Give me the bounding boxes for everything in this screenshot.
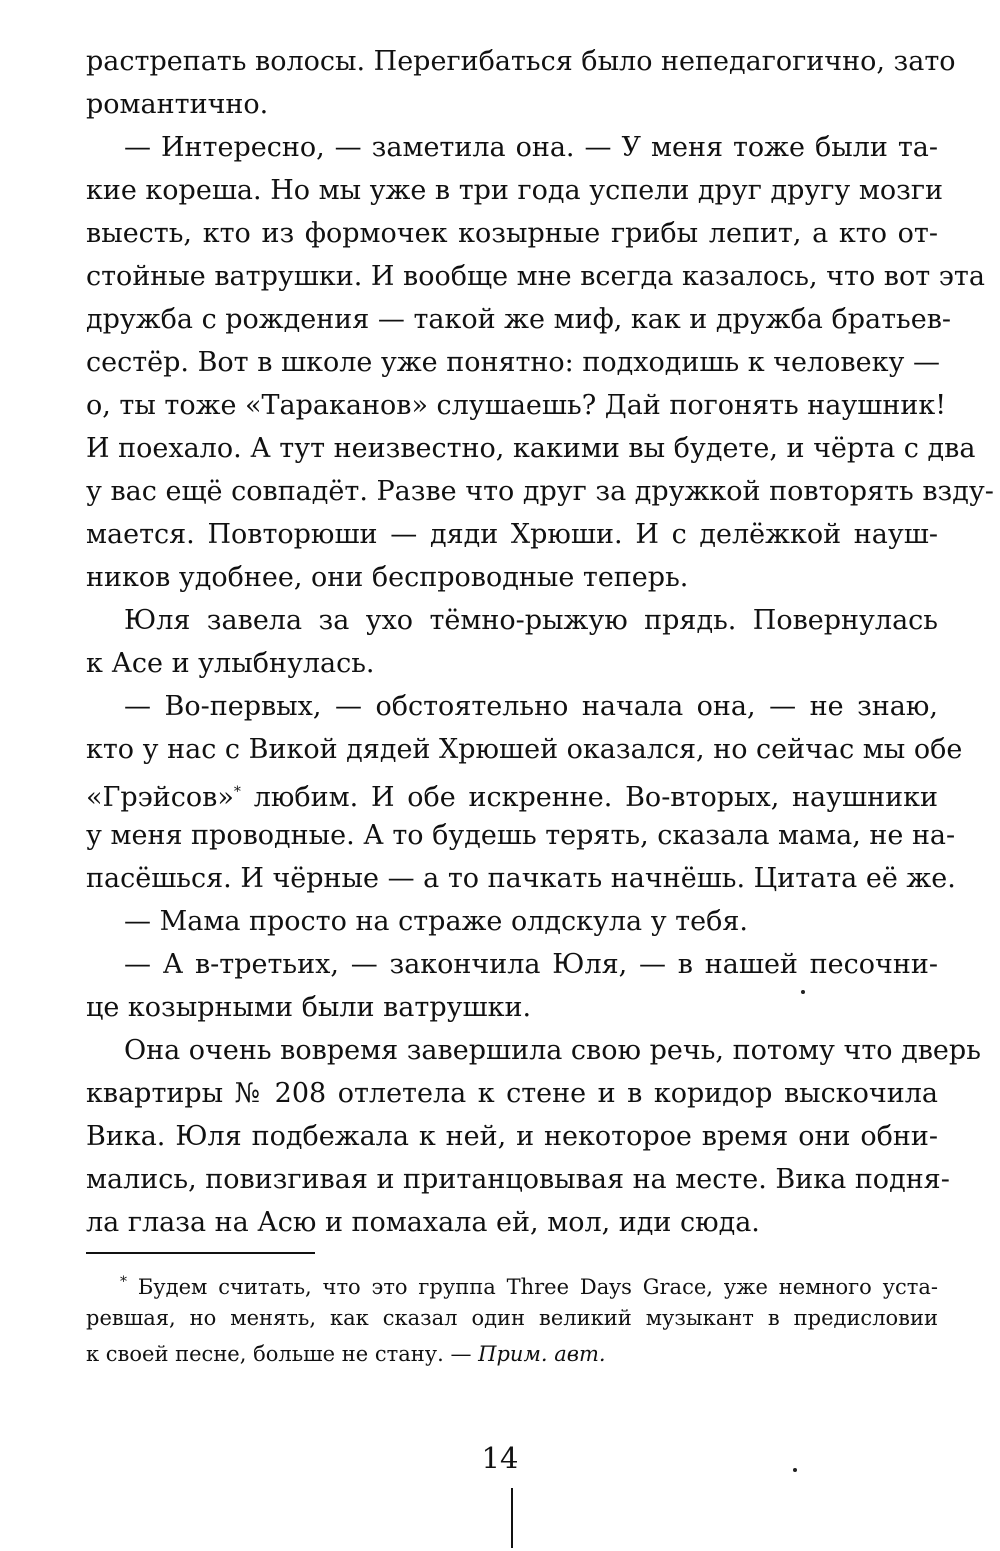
footnote-line: ревшая, но менять, как сказал один великий музыкант в предисловии [86,1306,938,1330]
footnote-marker: * [120,1274,127,1290]
text-line: — Мама просто на страже олдскула у тебя. [124,906,748,937]
text-line: Юля завела за ухо тёмно-рыжую прядь. Повернулась [124,605,938,636]
text-line: мается. Повторюши — дяди Хрюши. И с делёжкой науш- [86,519,938,550]
text-line: дружба с рождения — такой же миф, как и дружба братьев- [86,304,952,335]
footnote-line [86,1336,938,1372]
footnote [86,1264,938,1372]
text-line: о, ты тоже «Тараканов» слушаешь? Дай погонять наушник! [86,390,947,421]
text-line: у меня проводные. А то будешь терять, сказала мама, не на- [86,820,956,851]
footnote-text: к своей песне, больше не стану. — [86,1342,472,1366]
text-line: Она очень вовремя завершила свою речь, потому что дверь [124,1035,981,1066]
text-line: романтично. [86,89,269,120]
text-line: ников удобнее, они беспроводные теперь. [86,562,689,593]
text-line: мались, повизгивая и пританцовывая на месте. Вика подня- [86,1164,950,1195]
text-fragment: «Грэйсов» [86,782,234,813]
footnote-attribution: Прим. авт. [478,1342,606,1366]
text-line: у вас ещё совпадёт. Разве что друг за дружкой повторять взду- [86,476,994,507]
text-line: кие кореша. Но мы уже в три года успели друг другу мозги [86,175,943,206]
text-line: це козырными были ватрушки. [86,992,532,1023]
text-line: выесть, кто из формочек козырные грибы лепит, а кто от- [86,218,938,249]
main-text [86,40,994,1244]
text-line-with-footnote [86,771,938,814]
text-line: стойные ватрушки. И вообще мне всегда казалось, что вот эта [86,261,985,292]
text-line: — Интересно, — заметила она. — У меня тоже были та- [124,132,938,163]
text-line: пасёшься. И чёрные — а то пачкать начнёшь. Цитата её же. [86,863,956,894]
text-line: И поехало. А тут неизвестно, какими вы будете, и чёрта с два [86,433,976,464]
text-line: кто у нас с Викой дядей Хрюшей оказался, но сейчас мы обе [86,734,963,765]
print-speck [793,1468,797,1472]
footnote-line [86,1264,938,1300]
text-line: растрепать волосы. Перегибаться было непедагогично, зато [86,46,956,77]
text-line: — Во-первых, — обстоятельно начала она, — не знаю, [124,691,938,722]
page-number: 14 [481,1441,519,1475]
footnote-marker: * [233,784,241,800]
text-fragment: любим. И обе искренне. Во-вторых, наушники [253,782,938,813]
text-line: — А в-третьих, — закончила Юля, — в нашей песочни- [124,949,938,980]
page-edge-mark [511,1488,513,1548]
footnote-text: Будем считать, что это группа Three Days Grace, уже немного уста- [137,1275,938,1299]
text-line: сестёр. Вот в школе уже понятно: подходишь к человеку — [86,347,940,378]
footnote-divider [86,1252,315,1254]
print-speck [801,990,805,994]
text-line: к Асе и улыбнулась. [86,648,375,679]
text-line: квартиры № 208 отлетела к стене и в коридор выскочила [86,1078,938,1109]
text-line: Вика. Юля подбежала к ней, и некоторое время они обни- [86,1121,938,1152]
text-line: ла глаза на Асю и помахала ей, мол, иди сюда. [86,1207,760,1238]
